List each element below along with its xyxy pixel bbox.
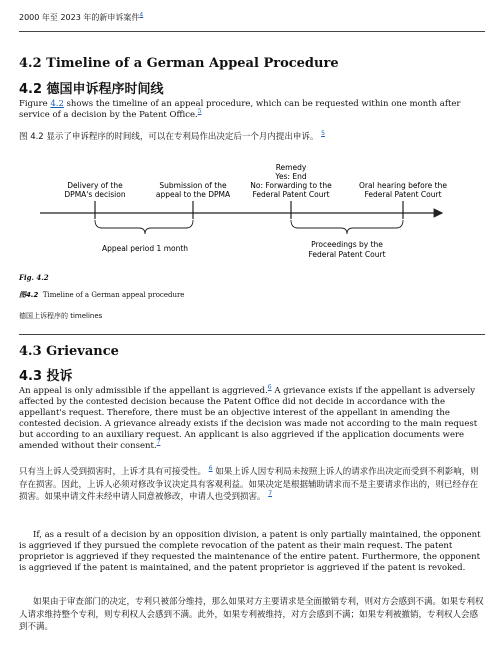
- header-divider: [19, 31, 485, 32]
- figure-label: Fig. 4.2: [19, 273, 49, 282]
- figure-ref-link[interactable]: 4.2: [50, 99, 64, 109]
- section-heading-en: 4.2 Timeline of a German Appeal Procedure: [19, 56, 339, 71]
- timeline-event-label: Federal Patent Court: [364, 190, 442, 199]
- paragraph-zh: 只有当上诉人受到损害时，上诉才具有可接受性。 $^6$ 如果上诉人因专利局未按照上诉人的请求作出决定而受到不利影响，则存在损害。因此，上诉人必须对修改争议决定具有客观利益。如果决定是根据辅助请求而不是主要请求作出的，则已经存在损害。如果申请文件未经申请人同意被修改，申请人也受到损害。 $^7$: [19, 465, 479, 502]
- figure-caption: 图4.2 Timeline of a German appeal procedure: [19, 291, 185, 299]
- footnote-ref[interactable]: 4: [139, 11, 144, 19]
- timeline-event-label: Remedy: [275, 163, 307, 172]
- period-brace-2: [291, 220, 403, 234]
- footnote-ref[interactable]: 5: [321, 130, 325, 138]
- timeline-event-label: Submission of the: [159, 181, 227, 190]
- paragraph-en: Figure 4.2 shows the timeline of an appeal procedure, which can be requested within one month after service of a decision by the Patent Office.$^5$: [19, 99, 461, 120]
- footnote-ref[interactable]: 5: [197, 108, 202, 116]
- timeline-event-label: No: Forwarding to the: [250, 181, 332, 190]
- section-heading-zh: 4.2 德国申诉程序时间线: [19, 82, 164, 97]
- section-heading-zh: 4.3 投诉: [19, 369, 73, 384]
- footnote-ref[interactable]: 6: [208, 465, 213, 473]
- running-header: [19, 12, 485, 23]
- timeline-event-label: Yes: End: [275, 172, 307, 181]
- paragraph-zh: 如果由于审查部门的决定，专利只被部分维持，那么如果对方主要请求是全面撤销专利，则对方会感到不满。如果专利权人请求维持整个专利，则专利权人会感到不满。此外，如果专利被维持，对方会感到不满；如果专利被撤销，专利权人会感到不满。: [19, 597, 484, 632]
- timeline-event-label: Oral hearing before the: [359, 181, 447, 190]
- period-label-2a: Proceedings by the: [311, 240, 383, 249]
- timeline-event-label: DPMA's decision: [64, 190, 126, 199]
- timeline-diagram: [0, 152, 500, 268]
- footnote-ref[interactable]: 7: [156, 439, 161, 447]
- timeline-event-label: appeal to the DPMA: [155, 190, 231, 199]
- running-header-text: 2000 年至 2023 年的新申诉案件: [19, 13, 140, 22]
- footnote-ref[interactable]: 7: [268, 490, 273, 498]
- timeline-event-label: Federal Patent Court: [252, 190, 330, 199]
- footnote-ref[interactable]: 6: [267, 384, 272, 392]
- period-brace-1: [95, 220, 193, 234]
- period-label-2b: Federal Patent Court: [308, 250, 386, 259]
- section-divider: [19, 334, 485, 335]
- figure-caption-zh: 德国上诉程序的 timelines: [19, 312, 103, 320]
- paragraph-en: If, as a result of a decision by an opposition division, a patent is only partially maintained, the opponent is aggrieved if they pursued the complete revocation of the patent as their main request. The patent proprietor is aggrieved if they requested the maintenance of the entire patent. Furthermore, the opponent is aggrieved if the patent is maintained, and the patent proprietor is aggrieved if the patent is revoked.: [19, 530, 481, 573]
- paragraph-en: An appeal is only admissible if the appellant is aggrieved.$^6$ A grievance exists if the appellant is adversely affected by the contested decision because the Patent Office did not decide in accordance with the appellant's request. Therefore, there must be an objective interest of the appellant in amending the contested decision. A grievance already exists if the decision was made not according to the main request but according to an auxiliary request. An applicant is also aggrieved if the application documents were amended without their consent.$^7$: [19, 384, 478, 451]
- timeline-event-label: Delivery of the: [67, 181, 123, 190]
- paragraph-zh: 图 4.2 显示了申诉程序的时间线，可以在专利局作出决定后一个月内提出申诉。 $^5$: [19, 130, 325, 142]
- period-label-1: Appeal period 1 month: [101, 244, 189, 253]
- section-heading-en: 4.3 Grievance: [19, 344, 119, 359]
